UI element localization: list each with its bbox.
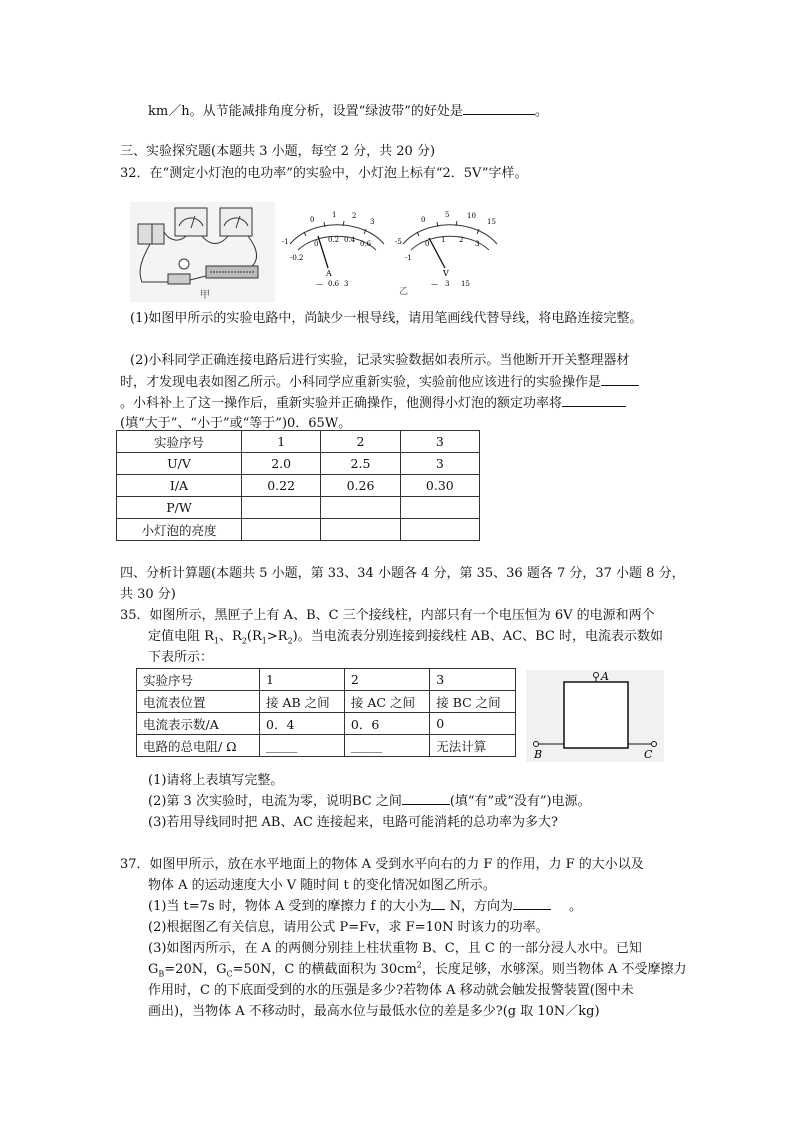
table-row	[117, 475, 480, 497]
answer-blank[interactable]	[513, 897, 551, 910]
table-cell: 2	[344, 669, 429, 691]
voltmeter-unit: V	[443, 269, 449, 278]
top-line-end: 。	[534, 104, 548, 119]
subscript: 1	[213, 636, 220, 646]
q37-part3-a: (3)如图丙所示，在 A 的两侧分别挂上柱状重物 B、C，且 C 的一部分浸人水中。已知	[148, 941, 642, 956]
table-row	[117, 453, 480, 475]
terminal-a-label: A	[601, 670, 609, 683]
table-row	[137, 713, 516, 735]
voltmeter-top-0: 0	[421, 216, 426, 224]
voltmeter-bottom-1: 0	[425, 240, 430, 248]
q37-part2: (2)根据图乙有关信息，请用公式 P=Fv，求 F=10N 时该力的功率。	[148, 920, 549, 935]
subscript: 2	[287, 636, 293, 646]
subscript: 1	[261, 636, 267, 646]
q35-part1: (1)请将上表填写完整。	[148, 773, 284, 788]
voltmeter-term-2: 15	[461, 280, 470, 288]
table-cell: 接 AB 之间	[260, 691, 345, 713]
subscript: 2	[241, 636, 247, 646]
voltmeter-bottom-4: 3	[475, 240, 480, 248]
q35-line-c: 下表所示：	[148, 650, 214, 665]
table-cell: 实验序号	[117, 431, 242, 453]
q32-part2-line-b	[120, 371, 639, 390]
table-cell: 电流表示数/A	[137, 713, 260, 735]
table-cell: 0.22	[242, 475, 321, 497]
voltmeter-end-left: -5	[395, 238, 402, 246]
ammeter-top-0: 0	[310, 216, 315, 224]
table-cell: 0．6	[344, 713, 429, 735]
black-box-figure	[526, 670, 664, 762]
q37-part1	[148, 895, 582, 914]
table-cell: 0.30	[400, 475, 479, 497]
q37-part1-end: 。	[568, 899, 582, 914]
ammeter-end-bottom: -0.2	[290, 254, 304, 262]
voltmeter-top-3: 15	[487, 218, 496, 226]
voltmeter-bottom-3: 2	[459, 236, 464, 244]
q35-text: 定值电阻 R	[148, 629, 214, 644]
table-cell: 电路的总电阻/ Ω	[137, 735, 260, 757]
top-line-text: km／h。从节能减排角度分析，设置“绿波带”的好处是	[148, 104, 463, 119]
table-cell: 0.26	[321, 475, 400, 497]
ammeter-needle	[318, 236, 328, 268]
q32-part2-line-d: (填“大于”、“小于”或“等于”)0．65W。	[120, 416, 352, 431]
table-row	[137, 691, 516, 713]
table-cell: 3	[430, 669, 516, 691]
voltmeter-dial	[395, 210, 505, 296]
table-row	[117, 497, 480, 519]
ammeter-term-2: 3	[344, 280, 349, 288]
ammeter-bottom-4: 0.6	[360, 240, 372, 248]
q32-part1: (1)如图甲所示的实验电路中，尚缺少一根导线，请用笔画线代替导线，将电路连接完整。	[130, 311, 643, 326]
ammeter-top-2: 2	[352, 212, 357, 220]
table-cell: 接 AC 之间	[344, 691, 429, 713]
ammeter-term-0: —	[316, 280, 323, 288]
q35-text: )。当电流表分别连接到接线柱 AB、AC、BC 时，电流表示数如	[292, 629, 664, 644]
table-row	[137, 669, 516, 691]
table-row	[117, 431, 480, 453]
q32-part2-text-c: 。小科补上了这一操作后，重新实验并正确操作，他测得小灯泡的额定功率将	[120, 396, 563, 411]
answer-blank[interactable]	[402, 792, 450, 805]
experiment-table-2	[136, 668, 516, 757]
ammeter-dial	[282, 210, 392, 290]
table-cell: 3	[400, 453, 479, 475]
voltmeter-end-bottom: -1	[405, 254, 412, 262]
voltmeter-top-1: 5	[445, 211, 450, 219]
ammeter-top-1: 1	[332, 211, 337, 219]
experiment-table-1	[116, 430, 480, 541]
q37-part1-text: (1)当 t=7s 时，物体 A 受到的摩擦力 f 的大小为	[148, 899, 432, 914]
fig-jia-label: 甲	[200, 290, 210, 301]
answer-cell[interactable]	[321, 497, 400, 519]
q35-part2-text: (填“有”或“没有”)电源。	[449, 794, 591, 809]
q35-line-a: 35．如图所示，黑匣子上有 A、B、C 三个接线柱，内部只有一个电压恒为 6V 的电源和两个	[120, 608, 655, 623]
q37-part3-c: 作用时，C 的下底面受到的水的压强是多少?若物体 A 移动就会触发报警装置(图中未	[148, 983, 634, 998]
q35-line-b	[148, 625, 663, 646]
section3-header: 三、实验探究题(本题共 3 小题，每空 2 分，共 20 分)	[120, 144, 436, 159]
table-cell: 3	[400, 431, 479, 453]
table-cell: 1	[260, 669, 345, 691]
black-box	[564, 682, 628, 748]
table-cell: I/A	[117, 475, 242, 497]
table-cell: 2.0	[242, 453, 321, 475]
q32-part2-line-a: (2)小科同学正确连接电路后进行实验，记录实验数据如表所示。当他断开开关整理器材	[130, 353, 630, 368]
voltmeter-term-0: —	[431, 280, 438, 288]
table-cell: 接 BC 之间	[430, 691, 516, 713]
terminal-a	[594, 673, 599, 678]
ammeter-top-3: 3	[370, 218, 375, 226]
table-cell: U/V	[117, 453, 242, 475]
q37-part3-b	[148, 958, 687, 979]
table-cell: 2.5	[321, 453, 400, 475]
subscript: B	[158, 969, 165, 979]
q32-part2-text-b: 时，才发现电表如图乙所示。小科同学应重新实验，实验前他应该进行的实验操作是	[120, 375, 602, 390]
q35-text: >R	[266, 629, 288, 644]
table-cell: 1	[242, 431, 321, 453]
q37-text: =20N，G	[164, 962, 227, 977]
q32-stem: 32．在“测定小灯泡的电功率”的实验中，小灯泡上标有“2．5V”字样。	[120, 166, 528, 181]
answer-blank[interactable]	[601, 373, 639, 386]
ammeter-bottom-1: 0	[314, 240, 319, 248]
ammeter-term-1: 0.6	[328, 280, 340, 288]
table-cell: 小灯泡的亮度	[117, 519, 242, 541]
q35-text: (R	[246, 629, 262, 644]
table-cell: 电流表位置	[137, 691, 260, 713]
q35-part2	[148, 790, 591, 809]
ammeter-unit: A	[326, 269, 332, 278]
section4-header-a: 四、分析计算题(本题共 5 小题，第 33、34 小题各 4 分，第 35、36 题各 7 分，37 小题 8 分，	[120, 566, 685, 581]
terminal-b-label: B	[534, 748, 543, 761]
q35-part2-text: (2)第 3 次实验时，电流为零，说明BC 之间	[148, 794, 402, 809]
answer-cell[interactable]	[242, 519, 321, 541]
subscript: C	[226, 969, 233, 979]
circuit-figure-jia	[130, 202, 275, 302]
answer-cell[interactable]: _____	[344, 735, 429, 757]
answer-cell[interactable]	[321, 519, 400, 541]
table-cell: 2	[321, 431, 400, 453]
q35-part3: (3)若用导线同时把 AB、AC 连接起来，电路可能消耗的总功率为多大?	[148, 815, 558, 830]
voltmeter-bottom-2: 1	[441, 236, 446, 244]
answer-cell[interactable]	[400, 519, 479, 541]
answer-cell[interactable]	[242, 497, 321, 519]
voltmeter-term-1: 3	[445, 280, 450, 288]
answer-cell[interactable]: _____	[260, 735, 345, 757]
table-cell: P/W	[117, 497, 242, 519]
table-row	[137, 735, 516, 757]
terminal-c-label: C	[644, 748, 653, 761]
top-line	[148, 100, 548, 119]
table-row	[117, 519, 480, 541]
answer-blank[interactable]	[562, 394, 626, 407]
ammeter-bottom-2: 0.2	[328, 236, 340, 244]
q35-text: 、R	[219, 629, 242, 644]
table-cell: 0	[430, 713, 516, 735]
terminal-c	[652, 742, 657, 747]
q37-line-b: 物体 A 的运动速度大小 V 随时间 t 的变化情况如图乙所示。	[148, 878, 496, 893]
q37-line-a: 37．如图甲所示，放在水平地面上的物体 A 受到水平向右的力 F 的作用，力 F 的大小以及	[120, 857, 644, 872]
q37-text: =50N，C 的横截面积为 30cm	[232, 962, 417, 977]
ammeter-end-left: -1	[282, 238, 289, 246]
ammeter-bottom-3: 0.4	[344, 236, 356, 244]
terminal-b	[534, 742, 539, 747]
q37-text: ，长度足够，水够深。则当物体 A 不受摩擦力	[421, 962, 687, 977]
voltmeter-top-2: 10	[467, 212, 476, 220]
section4-header-b: 共 30 分)	[120, 587, 176, 602]
superscript: 2	[416, 960, 422, 970]
q37-part3-d: 画出)，当物体 A 不移动时，最高水位与最低水位的差是多少?(g 取 10N／kg)	[148, 1004, 600, 1019]
answer-blank[interactable]	[463, 102, 535, 115]
fig-yi-label: 乙	[399, 287, 409, 296]
answer-cell[interactable]	[400, 497, 479, 519]
table-cell: 无法计算	[430, 735, 516, 757]
table-cell: 0．4	[260, 713, 345, 735]
q32-part2-line-c	[120, 392, 626, 411]
q37-text: G	[148, 962, 159, 977]
answer-blank[interactable]	[431, 897, 445, 910]
table-cell: 实验序号	[137, 669, 260, 691]
q37-part1-text: N，方向为	[445, 899, 513, 914]
